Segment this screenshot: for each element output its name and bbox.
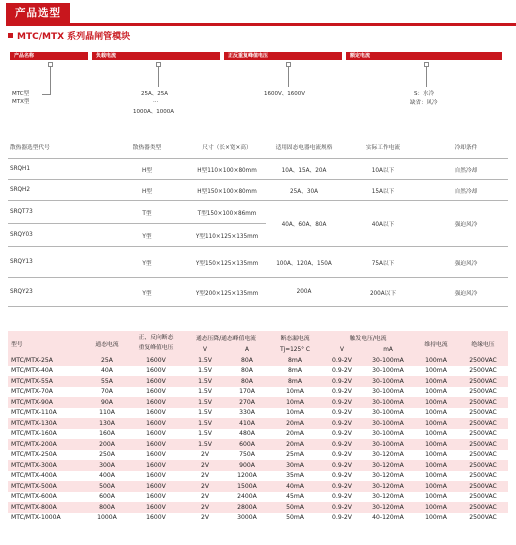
cell: 30-120mA <box>362 450 414 461</box>
cell: 45mA <box>268 492 322 503</box>
cell: 20mA <box>268 439 322 450</box>
table-row <box>8 376 508 387</box>
cell: 170A <box>226 387 268 398</box>
cell: 2500VAC <box>458 366 508 377</box>
col-header: 尺寸（长×宽×高） <box>188 134 266 159</box>
cell: 2500VAC <box>458 460 508 471</box>
model-cell: MTC/MTX-70A <box>8 387 86 398</box>
cell: H型110×100×80mm <box>188 159 266 180</box>
table-row <box>8 481 508 492</box>
table-row <box>8 247 508 278</box>
model-cell: MTC/MTX-250A <box>8 450 86 461</box>
cell: 500A <box>86 481 128 492</box>
cell: 0.9-2V <box>322 418 362 429</box>
table-row <box>8 460 508 471</box>
cell: 2500VAC <box>458 429 508 440</box>
cell: H型 <box>106 159 188 180</box>
cooling-air-default: 缺省：风冷 <box>410 100 438 106</box>
cell: 1600V <box>128 513 184 524</box>
cell: 30-100mA <box>362 376 414 387</box>
model-cell: MTC/MTX-300A <box>8 460 86 471</box>
cell: 2500VAC <box>458 502 508 513</box>
cell: 自然冷却 <box>424 159 508 180</box>
model-cell: MTC/MTX-800A <box>8 502 86 513</box>
cell: 1500A <box>226 481 268 492</box>
cell: 2400A <box>226 492 268 503</box>
cell: 0.9-2V <box>322 450 362 461</box>
cell: 30-100mA <box>362 397 414 408</box>
cell: 2V <box>184 481 226 492</box>
cell: 2500VAC <box>458 376 508 387</box>
cell: 40-120mA <box>362 513 414 524</box>
cell: 100mA <box>414 387 458 398</box>
cell: 1600V <box>128 492 184 503</box>
cell: 1.5V <box>184 418 226 429</box>
cell: 30-100mA <box>362 439 414 450</box>
cell: 1600V <box>128 460 184 471</box>
cell: 2500VAC <box>458 471 508 482</box>
model-cell: MTC/MTX-600A <box>8 492 86 503</box>
cell: 80A <box>226 355 268 366</box>
cell: Y型 <box>106 278 188 307</box>
cell: 1.5V <box>184 366 226 377</box>
cell: T型150×100×86mm <box>188 201 266 224</box>
cell: 100mA <box>414 460 458 471</box>
cell: SRQT73 <box>8 201 106 224</box>
section-header <box>6 3 516 26</box>
cell: 30-120mA <box>362 460 414 471</box>
cell: 2V <box>184 502 226 513</box>
cell: 100mA <box>414 439 458 450</box>
table-row <box>8 278 508 307</box>
cell: 750A <box>226 450 268 461</box>
cell: 0.9-2V <box>322 471 362 482</box>
cell: 90A <box>86 397 128 408</box>
cell: 20mA <box>268 429 322 440</box>
model-cell: MTC/MTX-400A <box>8 471 86 482</box>
bullet-square-icon <box>8 33 13 38</box>
cell: SRQH2 <box>8 180 106 201</box>
cell: 800A <box>86 502 128 513</box>
cell: 1600V <box>128 366 184 377</box>
cell: 200A <box>266 278 342 307</box>
cell: 100mA <box>414 492 458 503</box>
cell: 30-120mA <box>362 492 414 503</box>
col-header: 散热器选型代号 <box>8 134 106 159</box>
current-range-start: 25A、25A <box>141 91 169 97</box>
unit-header: V <box>184 344 226 355</box>
cell: 30mA <box>268 460 322 471</box>
cell: 1600V <box>128 502 184 513</box>
series-subtitle-text: MTC/MTX 系列晶闸管模块 <box>17 32 131 42</box>
cell: 30-100mA <box>362 387 414 398</box>
cell: 2V <box>184 460 226 471</box>
cell: 2500VAC <box>458 481 508 492</box>
section-title: 产品选型 <box>6 3 70 23</box>
cell: 25A <box>86 355 128 366</box>
model-cell: MTC/MTX-130A <box>8 418 86 429</box>
cell: 1600V <box>128 408 184 419</box>
cell: 0.9-2V <box>322 460 362 471</box>
cell: 200A <box>86 439 128 450</box>
table-row <box>8 387 508 398</box>
connector-line <box>50 67 51 94</box>
cell: 10mA <box>268 387 322 398</box>
cell: 2500VAC <box>458 492 508 503</box>
cell: 40A以下 <box>342 201 424 247</box>
cell: 0.9-2V <box>322 376 362 387</box>
cell: 10mA <box>268 408 322 419</box>
cell: 30-120mA <box>362 502 414 513</box>
cell: 100mA <box>414 366 458 377</box>
model-cell: MTC/MTX-110A <box>8 408 86 419</box>
table-row <box>8 492 508 503</box>
series-subtitle <box>8 29 130 42</box>
col-header: 散热器类型 <box>106 134 188 159</box>
current-range-ellipsis: ... <box>153 98 159 104</box>
cell: 自然冷却 <box>424 180 508 201</box>
cell: 100mA <box>414 397 458 408</box>
cell: 35mA <box>268 471 322 482</box>
col-header: 适用固态电器电流规格 <box>266 134 342 159</box>
unit-header: V <box>322 344 362 355</box>
cell: 80A <box>226 376 268 387</box>
table-row <box>8 418 508 429</box>
cell: Y型200×125×135mm <box>188 278 266 307</box>
cell: 8mA <box>268 376 322 387</box>
cell: 900A <box>226 460 268 471</box>
connector-line <box>426 67 427 87</box>
cell: 75A以下 <box>342 247 424 278</box>
cell: 100mA <box>414 450 458 461</box>
cell: 250A <box>86 450 128 461</box>
cell: 1.5V <box>184 387 226 398</box>
cell: 0.9-2V <box>322 513 362 524</box>
cell: 40A、60A、80A <box>266 201 342 247</box>
cell: 100mA <box>414 355 458 366</box>
cell: Y型150×125×135mm <box>188 247 266 278</box>
cell: 2500VAC <box>458 418 508 429</box>
cell: 20mA <box>268 418 322 429</box>
cell: 8mA <box>268 366 322 377</box>
table-row <box>8 201 508 224</box>
cell: 330A <box>226 408 268 419</box>
cell: 100A、120A、150A <box>266 247 342 278</box>
cell: 1.5V <box>184 429 226 440</box>
cell: 0.9-2V <box>322 439 362 450</box>
table-row <box>8 180 508 201</box>
cell: 1600V <box>128 471 184 482</box>
code-bar-peak-voltage: 正反重复峰值电压 <box>224 52 342 60</box>
unit-header: mA <box>362 344 414 355</box>
cell: 2V <box>184 513 226 524</box>
col-header: 断态漏电流 <box>268 331 322 344</box>
table-row <box>8 471 508 482</box>
cell: 30-120mA <box>362 481 414 492</box>
cell: 100mA <box>414 418 458 429</box>
cell: 100mA <box>414 513 458 524</box>
cell: 600A <box>86 492 128 503</box>
cell: SRQH1 <box>8 159 106 180</box>
table-row <box>8 366 508 377</box>
cell: 10A以下 <box>342 159 424 180</box>
cell: 100mA <box>414 502 458 513</box>
col-header: 冷却条件 <box>424 134 508 159</box>
cell: 2V <box>184 450 226 461</box>
cell: 1600V <box>128 439 184 450</box>
table-row <box>8 502 508 513</box>
cell: 40mA <box>268 481 322 492</box>
cell: 0.9-2V <box>322 429 362 440</box>
radiator-table <box>8 134 508 307</box>
table-row <box>8 159 508 180</box>
cell: 100mA <box>414 471 458 482</box>
cell: 1.5V <box>184 376 226 387</box>
cell: 10mA <box>268 397 322 408</box>
connector-line <box>158 67 159 87</box>
cell: 强迫风冷 <box>424 247 508 278</box>
table-row <box>8 355 508 366</box>
cell: 0.9-2V <box>322 387 362 398</box>
cell: 2V <box>184 492 226 503</box>
cell: 2500VAC <box>458 408 508 419</box>
cell: 1600V <box>128 481 184 492</box>
cell: 1.5V <box>184 397 226 408</box>
col-header: 正、反向断态 重复峰值电压 <box>128 331 184 355</box>
code-bar-rated-current: 额定电流 <box>346 52 502 60</box>
cell: 400A <box>86 471 128 482</box>
cell: T型 <box>106 201 188 224</box>
cell: 100mA <box>414 408 458 419</box>
code-bar-load-current: 负载电流 <box>92 52 220 60</box>
table-row <box>8 513 508 524</box>
spec-header-row <box>8 331 508 344</box>
cell: 300A <box>86 460 128 471</box>
radiator-table-header <box>8 134 508 159</box>
cell: Y型 <box>106 224 188 247</box>
col-header: 通态压降/通态峰值电流 <box>184 331 268 344</box>
cell: 0.9-2V <box>322 397 362 408</box>
model-cell: MTC/MTX-55A <box>8 376 86 387</box>
cell: Y型110×125×135mm <box>188 224 266 247</box>
cell: 0.9-2V <box>322 355 362 366</box>
cell: 2V <box>184 471 226 482</box>
col-header: 绝缘电压 <box>458 331 508 355</box>
voltage-value: 1600V、1600V <box>264 91 306 97</box>
spec-table <box>8 331 508 523</box>
cell: 0.9-2V <box>322 502 362 513</box>
cell: SRQY23 <box>8 278 106 307</box>
table-row <box>8 439 508 450</box>
col-header: 通态电流 <box>86 331 128 355</box>
cell: 1000A <box>86 513 128 524</box>
cell: 1.5V <box>184 408 226 419</box>
cell: 50mA <box>268 502 322 513</box>
model-cell: MTC/MTX-200A <box>8 439 86 450</box>
cell: 2500VAC <box>458 355 508 366</box>
cell: 30-100mA <box>362 408 414 419</box>
cell: 30-100mA <box>362 418 414 429</box>
cell: 30-100mA <box>362 429 414 440</box>
cell: 30-120mA <box>362 471 414 482</box>
spec-table-body <box>8 355 508 523</box>
cell: 30-100mA <box>362 355 414 366</box>
cell: Y型 <box>106 247 188 278</box>
table-row <box>8 408 508 419</box>
cell: 130A <box>86 418 128 429</box>
cell: 2500VAC <box>458 439 508 450</box>
table-row <box>8 429 508 440</box>
table-row <box>8 450 508 461</box>
cell: 70A <box>86 387 128 398</box>
cell: 1200A <box>226 471 268 482</box>
connector-line <box>288 67 289 87</box>
code-bar-product-name: 产品名称 <box>10 52 88 60</box>
cell: 1600V <box>128 418 184 429</box>
cell: 100mA <box>414 481 458 492</box>
model-cell: MTC/MTX-25A <box>8 355 86 366</box>
cell: 1.5V <box>184 439 226 450</box>
cell: 0.9-2V <box>322 408 362 419</box>
cell: 55A <box>86 376 128 387</box>
cell: 600A <box>226 439 268 450</box>
cell: 1600V <box>128 355 184 366</box>
table-row <box>8 397 508 408</box>
cell: 1600V <box>128 450 184 461</box>
col-header: 型号 <box>8 331 86 355</box>
cell: 1600V <box>128 397 184 408</box>
cell: SRQY03 <box>8 224 106 247</box>
cell: 1600V <box>128 387 184 398</box>
cell: 0.9-2V <box>322 481 362 492</box>
cell: 1600V <box>128 429 184 440</box>
model-cell: MTC/MTX-90A <box>8 397 86 408</box>
model-cell: MTC/MTX-160A <box>8 429 86 440</box>
cell: 8mA <box>268 355 322 366</box>
cell: 25A、30A <box>266 180 342 201</box>
cell: 270A <box>226 397 268 408</box>
model-cell: MTC/MTX-1000A <box>8 513 86 524</box>
cell: 1.5V <box>184 355 226 366</box>
current-range-end: 1000A、1000A <box>133 109 175 115</box>
cell: 100mA <box>414 429 458 440</box>
cell: 80A <box>226 366 268 377</box>
cell: SRQY13 <box>8 247 106 278</box>
cell: 0.9-2V <box>322 492 362 503</box>
cell: 2500VAC <box>458 513 508 524</box>
cell: 50mA <box>268 513 322 524</box>
cell: 410A <box>226 418 268 429</box>
cell: 2500VAC <box>458 387 508 398</box>
cell: 2500VAC <box>458 450 508 461</box>
cooling-water: S：水冷 <box>414 91 434 97</box>
cell: 2500VAC <box>458 397 508 408</box>
type-label-mtx: MTX型 <box>12 99 30 105</box>
cell: 0.9-2V <box>322 366 362 377</box>
cell: 100mA <box>414 376 458 387</box>
cell: 15A以下 <box>342 180 424 201</box>
cell: 200A以下 <box>342 278 424 307</box>
cell: 160A <box>86 429 128 440</box>
cell: 25mA <box>268 450 322 461</box>
col-header: 触发电压/电流 <box>322 331 414 344</box>
cell: 3000A <box>226 513 268 524</box>
cell: 2800A <box>226 502 268 513</box>
cell: 480A <box>226 429 268 440</box>
model-cell: MTC/MTX-40A <box>8 366 86 377</box>
unit-header: A <box>226 344 268 355</box>
cell: 强迫风冷 <box>424 201 508 247</box>
type-label-mtc: MTC型 <box>12 91 30 97</box>
col-header: 维持电流 <box>414 331 458 355</box>
cell: 110A <box>86 408 128 419</box>
cell: 40A <box>86 366 128 377</box>
cell: H型 <box>106 180 188 201</box>
cell: 10A、15A、20A <box>266 159 342 180</box>
cell: 30-100mA <box>362 366 414 377</box>
unit-header: Tj=125° C <box>268 344 322 355</box>
cell: 强迫风冷 <box>424 278 508 307</box>
col-header: 实际工作电流 <box>342 134 424 159</box>
cell: H型150×100×80mm <box>188 180 266 201</box>
connector-line <box>42 94 51 95</box>
model-cell: MTC/MTX-500A <box>8 481 86 492</box>
cell: 1600V <box>128 376 184 387</box>
